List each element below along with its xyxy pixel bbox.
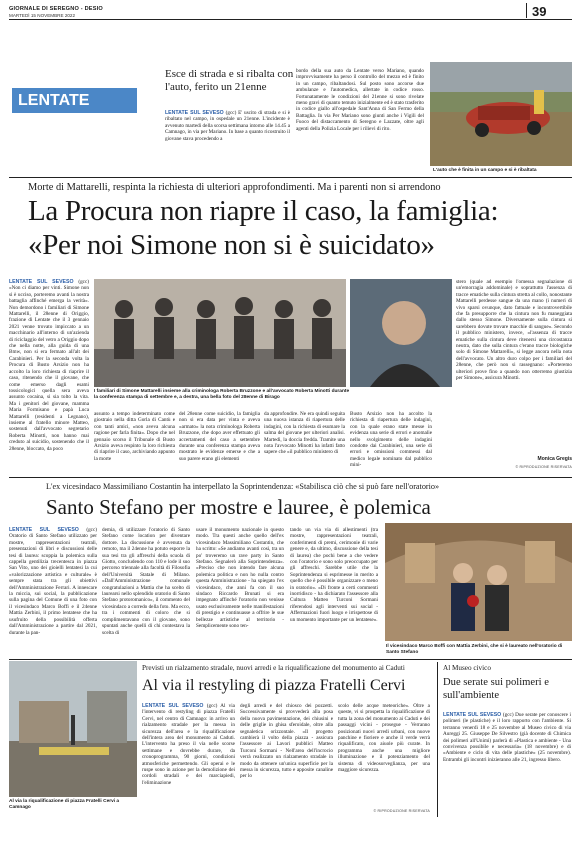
family-group-photo-icon <box>94 279 346 387</box>
third-column-2 <box>240 703 333 815</box>
second-kicker: L'ex vicesindaco Massimiliano Costantin ha interpellato la Soprintendenza: «Stabilisca ciò che si può fare nell'oratorio» <box>46 482 440 491</box>
third-column-3 <box>338 703 430 807</box>
fourth-headline: Due serate sui polimeri e sull'ambiente <box>443 677 549 701</box>
rule-2 <box>9 477 572 478</box>
masthead <box>9 6 499 18</box>
rule-1 <box>9 177 572 178</box>
third-text-2: degli arredi e del chiosco dei pozzetti. Successivamente si provvederà alla posa della nuova pavimentazione, dei chiusini e delle griglie in ghisa sferoidale, oltre alla segnaletica orizzontale. «Il progetto cambierà il volto della piazza - assicura l'assessore ai Lavori pubblici Matteo Turconi Sormani - Nell'area dell'incrocio verrà realizzato un rialzamento stradale in modo da ottenere un'unica superficie per la messa in sicurezza, tutto e apposite canaline per lo <box>240 703 333 780</box>
paper-date: MARTEDÌ 15 NOVEMBRE 2022 <box>9 13 76 18</box>
fresco-chapel-icon <box>385 523 572 641</box>
section-label: LENTATE <box>12 88 137 113</box>
brief-photo-crashed-car <box>430 62 572 166</box>
third-copyright: © RIPRODUZIONE RISERVATA <box>373 809 430 813</box>
main-photo-press-conference <box>94 279 346 387</box>
second-column-2 <box>102 527 190 655</box>
second-column-4 <box>290 527 378 655</box>
second-text-1: (gcc) Oratorio di Santo Stefano utilizzato per mostre, rappresentazioni teatrali, presentazioni di libri e discussioni delle tesi di laurea: scoppia la polemica sulla cappella gentilizia trecentesca in piazza San Vito, uno dei gioielli lentatesi la cui «valorizzazione artistica e culturale» è sempre stata tra gli obiettivi dell'Amministrazione Ferrari. A innescare la miccia, sui social, la pubblicazione sulla pagina del Comune di una foto con il vicesindaco Marco Boffi e il 24enne Mattia Zerbini, il primo lentatese che ha usufruito della possibilità offerta dall'Amministrazione a partire dal 2021, durante la pan- <box>9 527 97 636</box>
second-text-3: usare il monumento nazionale in questo modo. Tra questi anche quello dell'ex vicesindaco Massimiliano Costantin, che ha scritto: «Se andiamo avanti così, tra un po' troveremo un rave party in Santo Stefano. Segnalerò alla Soprintendenza». «Preciso che non intendo fare alcuna polemica politica e non ho nulla contro questa Amministrazione - ha spiegato l'ex vicesindaco, che anni fa con il suo sindaco Riccardo Brunati si era impegnato affinché l'oratorio non venisse usato esclusivamente nelle manifestazioni di prestigio e continuasse a offrire le sue bellezze artistiche al territorio - Semplicemente sono ten- <box>196 527 284 630</box>
second-column-1 <box>9 527 97 655</box>
main-copyright: © RIPRODUZIONE RISERVATA <box>515 465 572 469</box>
main-text-6: stero (quale ad esempio l'omessa segnalazione di un'emorragia addominale) e soprattutto l'assenza di tracce ematiche sulla cintura stretta al collo, nonostante Mattarelli perdesse sangue da una mano (i numeri di vivo sparsi ovunque, dato fattuale e incontrovertibile che fa presupporre che la cintura non fu maneggiata dallo stesso Simone. Diversamente sulla cintura si sarebbero dovute trovare macchie di sangue». Secondo il pubblico ministero, invece, «l'assenza di tracce ematiche sulla cintura deve ritenersi una circostanza neutra, dato che sulla cintura c'erano tracce biologiche solo di Simone Mattarelli», si legge ancora nella nota dell'avvocato. Un altro duro colpo per i familiari del 28enne, che però non si rassegnano: «Porteremo ulteriori prove fino a quando non otterremo giustizia per Simone», assicura Minotti. <box>456 279 572 382</box>
portrait-icon <box>350 279 452 387</box>
fourth-text-1: (gcc) Due serate per conoscere i polimeri (le plastiche) e il loro rapporto con l'ambiente. Si terranno venerdì 18 e 25 novembre al Museo civico di via Aureggi 25. Giuseppe De Silvestro (già docente di Chimica dei polimeri all'Unimi) parlerà di «Plastica e ambiente - Una convivenza possibile e necessaria» (18 novembre) e di «Ambiente e ciclo di vita delle plastiche» (25 novembre). Entrambi gli incontri inizieranno alle 21, ingresso libero. <box>443 712 571 763</box>
main-column-6 <box>456 279 572 455</box>
brief-column-2 <box>296 68 424 170</box>
main-photo-caption: I familiari di Simone Mattarelli insieme alla criminologa Roberta Bruzzone e all'avvocato Roberta Minotti durante la conferenza stampa di settembre e, a destra, una bella foto del 28enne di Birago <box>94 389 350 400</box>
third-text-1: (gcc) Al via l'intervento di restyling di piazza Fratelli Cervi, nel centro di Camnago: in arrivo un rialzamento stradale per la messa in sicurezza dell'area e la riqualificazione dell'intera area del monumento ai Caduti. L'intervento ha preso il via nelle scorse settimane e dovrebbe durare, da cronoprogramma, 90 giorni, condizioni atmosferiche permettendo. Gli operai e le ruspe sono in azione per la demolizione dei cordoli stradali e dei marciapiedi, l'eliminazione <box>142 703 235 786</box>
main-column-3 <box>179 411 260 471</box>
brief-text-2: bordo della sua auto da Lentate verso Mariano, quando improvvisamente ha perso il controllo del mezzo ed è finito in un campo, ribaltandosi. Sul posto sono accorse due ambulanze e l'automedica, allertate in codice rosso. Fortunatamente le condizioni del 21enne si sono rivelate meno gravi di quanto temuto inizialmente ed è stato trasferito in codice giallo all'ospedale Sant'Anna di San Fermo della Battaglia. In via Per Mariano sono giunti anche i Vigili del Fuoco del distaccamento di Seregno e Lazzate, oltre agli agenti della Polizia Locale per i rilievi di rito. <box>296 68 424 132</box>
column-divider <box>437 662 438 817</box>
third-text-3: scolo delle acque meteoriche». Oltre a queste, vi si prospetta la riqualificazione di tutta la zona del monumento ai Caduti e dei passaggi vicini - prosegue - Verranno posizionati nuovi arredi urbani, con nuove panchine e fioriere e anche il verde verrà riqualificato, con aiuole più curate. In programma anche una migliore illuminazione e il potenziamento del sistema di videosorveglianza, per una maggiore sicurezza. <box>338 703 430 774</box>
second-headline: Santo Stefano per mostre e lauree, è polemica <box>46 495 431 519</box>
main-text-1: (gcc) «Non ci diamo per vinti. Simone non si è ucciso, porteremo avanti la nostra battaglia affinché emerga la verità». Non demordono i familiari di Simone Mattarelli, il 28enne di Origgio, frazione di Lentate che il 3 gennaio 2021 venne trovato impiccato a un macchinario all'interno di un'azienda di riciclaggio del vetro a Origgio dopo che nella notte, alla guida di una Bmw, non si era fermato all'alt dei Carabinieri. Per la seconda volta la Procura di Busto Arsizio non ha accolto la loro richiesta di riaprire il caso, ritenendo che il giovane, che come emerso dagli esami tossicologici quella sera aveva assunto cocaina, si sia tolto la vita. Ma i genitori del giovane, mamma Maria Formisano e papà Luca Mattarelli (residenti a Legnano), insieme al fratello minore Matteo, sostenuti dall'avvocato segretario Roberta Minotti, non hanno mai creduto al suicidio, sostenendo che il 28enne, bloccato, da poco <box>9 279 89 452</box>
main-signature: Monica Gregis <box>537 456 572 462</box>
main-kicker: Morte di Mattarelli, respinta la richiesta di ulteriori approfondimenti. Ma i parenti non si arrendono <box>28 182 441 193</box>
paper-name: GIORNALE DI SEREGNO - DESIO <box>9 6 103 12</box>
main-text-4: da approfondire. Ne era quindi seguita una nuova istanza di riapertura delle indagini, con la richiesta di esumare la salma del giovane per ulteriori analisi. Martedì, la doccia fredda. Tramite una nota l'avvocato Minotti ha infatti fatto sapere che «il pubblico ministero di <box>264 411 345 456</box>
second-photo-graduation <box>385 523 572 641</box>
fourth-column-1 <box>443 712 571 812</box>
main-headline-line-1: La Procura non riapre il caso, la famiglia: <box>28 195 499 227</box>
main-text-2: assunto a tempo indeterminato come giostraio nella ditta Gorla di Cantù e con tanti amici, «non aveva alcuna ragione per farla finita». Dopo che nel gennaio scorso il Tribunale di Busto Arsizio aveva respinto la loro richiesta di riaprire il caso, archiviando appunto la morte <box>94 411 175 462</box>
third-photo-piazza <box>9 661 137 797</box>
brief-column-1 <box>165 110 290 170</box>
second-text-4: tando un via via di allestimenti (tra mostre, rappresentazioni teatrali, conferimenti di premi, cerimonie di varie genere e, da ultimo, discussione della tesi di laurea) che pochi bene a che vedere con l'oratorio e sono solo preoccupato per gli affreschi. Sarebbe utile che la Soprintendenza si esprimesse in merito a quello che è possibile organizzare o meno in oratorio». «Di fronte a certi commenti inorridisco - ha dichiarato l'assessore alla Cultura Matteo Turconi Sormani riferendosi agli interventi sui social - Affermazioni fuori luogo e irrispettose di un momento importante per un lentatese». <box>290 527 378 623</box>
page-number: 39 <box>532 4 547 19</box>
second-photo-caption: Il vicesindaco Marco Boffi con Mattia Zerbini, che si è laureato nell'oratorio di Santo Stefano <box>386 644 563 655</box>
main-photo-portrait <box>350 279 452 387</box>
third-column-1 <box>142 703 235 815</box>
construction-site-icon <box>9 661 137 797</box>
second-column-3 <box>196 527 284 655</box>
main-lead: LENTATE SUL SEVESO <box>9 279 79 285</box>
third-photo-caption: Al via la riqualificazione di piazza Fratelli Cervi a Camnago <box>9 799 120 810</box>
main-headline-line-2: «Per noi Simone non si è suicidato» <box>28 229 435 261</box>
third-lead: LENTATE SUL SEVESO <box>142 703 207 709</box>
brief-headline: Esce di strada e si ribalta con l'auto, ferito un 21enne <box>165 68 294 93</box>
rule-3 <box>9 659 572 660</box>
fourth-kicker: Al Museo civico <box>443 664 491 672</box>
main-text-3: del 28enne come suicidio, la famiglia non si era data per vinta e aveva «armato» la nota criminologa Roberta Bruzzone, che dopo aver effettuato gli accertamenti del caso a settembre durante una conferenza stampa aveva mostrato le evidenze emerse e che a suo parere erano gli elementi <box>179 411 260 462</box>
third-kicker: Previsti un rialzamento stradale, nuovi arredi e la riqualificazione del monumento ai Caduti <box>142 664 405 672</box>
header-rule <box>9 19 572 20</box>
brief-text-1: (gcc) E' uscito di strada e si è ribaltato nel campo, in ospedale un 21enne. L'incidente è avvenuto martedì della scorsa settimana intorno alle 14.45 a Camnago, in via per Mariano. In base a quanto ricostruito il giovane stava procedendo a <box>165 110 290 142</box>
main-column-1 <box>9 279 89 471</box>
second-lead: LENTATE SUL SEVESO <box>9 527 87 533</box>
brief-photo-caption: L'auto che è finita in un campo e si è ribaltata <box>433 168 537 173</box>
car-in-field-icon <box>430 62 572 166</box>
brief-lead: LENTATE SUL SEVESO <box>165 110 226 116</box>
page-number-divider <box>526 3 527 18</box>
main-column-5 <box>350 411 432 471</box>
fourth-lead: LENTATE SUL SEVESO <box>443 712 503 718</box>
third-headline: Al via il restyling di piazza Fratelli Cervi <box>142 677 406 694</box>
main-column-4 <box>264 411 345 471</box>
second-text-2: demia, di utilizzare l'oratorio di Santo Stefano come location per diventare dottore. La discussione è avvenuta da remoto, ma il 24enne ha potuto esporre la sua tesi tra gli affreschi della scuola di Giotto, concludendo con 110 e lode il suo percorso triennale alla facoltà di Filosofia dell'Università Statale di Milano. «Dall'Amministrazione comunale congratulazioni a Mattia che ha scelto di laurearsi nello splendido oratorio di Santo Stefano protoromanico», il commento del vicesindaco a corredo della foto. Ma ecco, tra i commenti di coloro che si complimentavano con il giovane, sono spuntati anche quelli di chi contestava la scelta di <box>102 527 190 636</box>
main-text-5: Busto Arsizio non ha accolto la richiesta di riapertura delle indagini, con la quale erano state messe in evidenza una serie di errori e anomalie nello svolgimento delle indagini condotte dai Carabinieri, una serie di errori e omissioni commessi dal medico legale nominato dal pubblico mini- <box>350 411 432 469</box>
main-column-2 <box>94 411 175 471</box>
